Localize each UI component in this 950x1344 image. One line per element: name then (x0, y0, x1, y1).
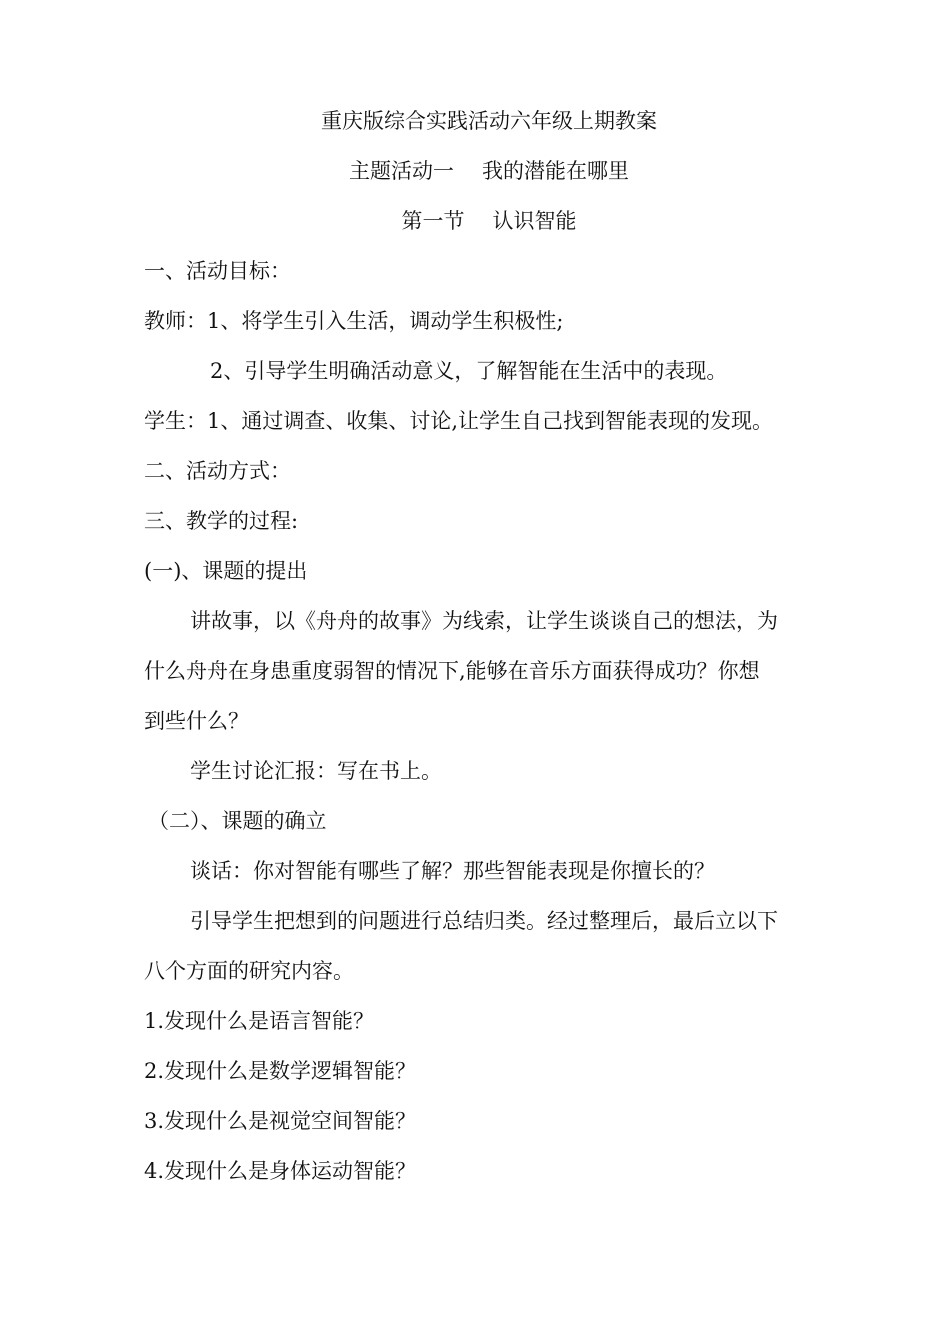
story-paragraph-line-1: 讲故事，以《舟舟的故事》为线索，让学生谈谈自己的想法，为 (190, 609, 778, 633)
section-heading (0, 206, 950, 236)
part1-heading: (一)、课题的提出 (144, 559, 308, 583)
story-paragraph-line-2: 什么舟舟在身患重度弱智的情况下,能够在音乐方面获得成功？你想 (144, 659, 760, 683)
teacher-objective-2: 2、引导学生明确活动意义，了解智能在生活中的表现。 (210, 359, 728, 383)
theme-label: 主题活动一 (349, 159, 454, 183)
section-label: 第一节 (401, 209, 465, 233)
list-item: 1.发现什么是语言智能？ (144, 1009, 375, 1033)
list-item: 4.发现什么是身体运动智能？ (144, 1159, 417, 1183)
objectives-heading: 一、活动目标： (144, 259, 291, 283)
section-name: 认识智能 (492, 209, 577, 233)
student-objective-1: 学生：1、通过调查、收集、讨论,让学生自己找到智能表现的发现。 (144, 409, 774, 433)
method-heading: 二、活动方式： (144, 459, 291, 483)
list-item: 3.发现什么是视觉空间智能？ (144, 1109, 417, 1133)
theme-heading (0, 156, 950, 186)
student-report: 学生讨论汇报：写在书上。 (190, 759, 442, 783)
list-item: 2.发现什么是数学逻辑智能？ (144, 1059, 417, 1083)
document-title (0, 106, 950, 136)
teacher-objective-1: 教师：1、将学生引入生活，调动学生积极性; (144, 309, 564, 333)
process-heading: 三、教学的过程: (144, 509, 299, 533)
part2-heading: （二）、课题的确立 (148, 809, 327, 833)
story-paragraph-line-3: 到些什么？ (144, 709, 249, 733)
guide-paragraph-line-1: 引导学生把想到的问题进行总结归类。经过整理后，最后立以下 (190, 909, 778, 933)
theme-name: 我的潜能在哪里 (482, 159, 629, 183)
talk-paragraph: 谈话：你对智能有哪些了解？那些智能表现是你擅长的？ (190, 859, 715, 883)
guide-paragraph-line-2: 八个方面的研究内容。 (144, 959, 354, 983)
document-title-text: 重庆版综合实践活动六年级上期教案 (321, 109, 657, 133)
